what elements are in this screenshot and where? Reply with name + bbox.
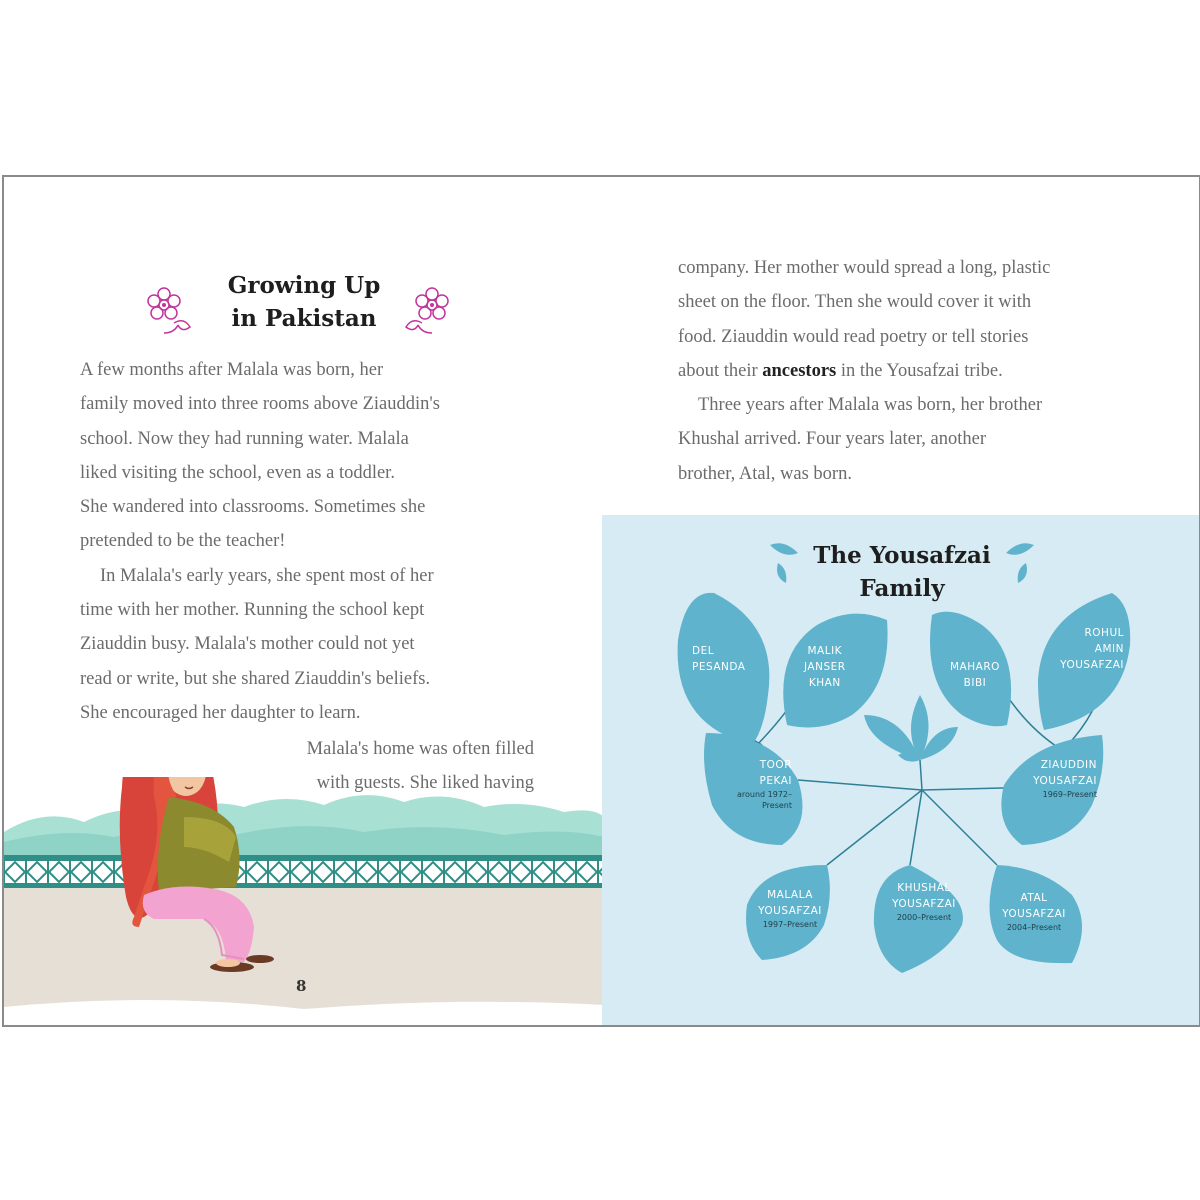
heading-line-1: Growing Up <box>227 272 381 299</box>
member-name: ATAL YOUSAFZAI <box>1002 892 1066 920</box>
text-line: brother, Atal, was born. <box>678 463 852 484</box>
text-line: She wandered into classrooms. Sometimes she <box>80 497 426 518</box>
member-toor-pekai <box>712 757 792 811</box>
member-name: MALIK JANSER KHAN <box>804 645 846 689</box>
member-name: KHUSHAL YOUSAFZAI <box>892 882 956 910</box>
text-line: liked visiting the school, even as a toddler. <box>80 462 395 483</box>
title-line-2: Family <box>859 575 945 602</box>
text-line: school. Now they had running water. Malala <box>80 428 409 449</box>
member-malik-janser-khan <box>804 643 846 691</box>
text-line: Malala's home was often filled <box>306 739 534 759</box>
branch-line <box>922 790 997 865</box>
fence-lattice <box>269 862 289 882</box>
member-name: MALALA YOUSAFZAI <box>758 889 822 917</box>
page-number: 8 <box>296 977 307 995</box>
fence-pattern <box>4 861 604 883</box>
fence-lattice <box>533 862 553 882</box>
fence-lattice <box>445 862 465 882</box>
fence-lattice <box>313 862 333 882</box>
member-years: 1969–Present <box>1042 790 1097 799</box>
fence-lattice <box>511 862 531 882</box>
family-tree-panel <box>602 515 1200 1025</box>
text-line: A few months after Malala was born, her <box>80 360 384 380</box>
member-rohul-amin-yousafzai <box>1044 625 1124 673</box>
text-line: family moved into three rooms above Ziauddin's <box>80 394 440 415</box>
left-column-text <box>80 353 530 730</box>
paragraph-siblings <box>678 388 1148 491</box>
member-years: 2004–Present <box>1006 923 1062 932</box>
fence-lattice <box>555 862 575 882</box>
paragraph-3 <box>244 732 534 801</box>
paragraph-continued <box>678 251 1148 388</box>
member-malala-yousafzai <box>750 887 830 930</box>
title-leaf-icon <box>1018 563 1027 583</box>
text-line: pretended to be the teacher! <box>80 531 286 552</box>
fence-lattice <box>423 862 443 882</box>
member-atal-yousafzai <box>994 890 1074 933</box>
fence-lattice <box>489 862 509 882</box>
member-name: TOOR PEKAI <box>759 759 792 787</box>
paragraph-2 <box>80 559 530 730</box>
fence-lattice <box>27 862 47 882</box>
fence-lattice <box>71 862 91 882</box>
text-line: read or write, but she shared Ziauddin's beliefs. <box>80 668 431 689</box>
text-line: She encouraged her daughter to learn. <box>80 702 361 723</box>
right-column-text <box>678 251 1148 491</box>
member-khushal-yousafzai <box>884 880 964 923</box>
left-flower-icon <box>140 283 200 339</box>
member-del-pesanda <box>692 643 745 675</box>
text-line: Khushal arrived. Four years later, another <box>678 429 986 450</box>
text-line: sheet on the floor. Then she would cover it with <box>678 292 1032 313</box>
right-flower-icon <box>396 283 456 339</box>
branch-line <box>910 790 922 865</box>
member-years: 2000–Present <box>896 913 952 922</box>
text-line: time with her mother. Running the school kept <box>80 600 425 621</box>
member-name: ROHUL AMIN YOUSAFZAI <box>1060 627 1124 671</box>
paragraph-1 <box>80 353 530 559</box>
fence-lattice <box>577 862 597 882</box>
page-heading <box>214 269 394 335</box>
member-years: 1997–Present <box>762 920 818 929</box>
fence-lattice <box>5 862 25 882</box>
vocabulary-word: ancestors <box>762 360 837 381</box>
text-line: In Malala's early years, she spent most of her <box>100 565 434 586</box>
fence-lattice <box>357 862 377 882</box>
text-line: Three years after Malala was born, her brother <box>698 395 1043 416</box>
text-segment: in the Yousafzai tribe. <box>836 360 1003 381</box>
text-line <box>678 361 1003 381</box>
member-name: ZIAUDDIN YOUSAFZAI <box>1033 759 1097 787</box>
fence-lattice <box>247 862 267 882</box>
text-line: with guests. She liked having <box>316 773 534 794</box>
fence-lattice <box>93 862 113 882</box>
member-maharo-bibi <box>950 659 1000 691</box>
fence-lattice <box>291 862 311 882</box>
text-segment: about their <box>678 360 763 381</box>
book-spread <box>2 175 1200 1027</box>
fence-lattice <box>401 862 421 882</box>
family-tree-title <box>792 539 1012 605</box>
text-line: company. Her mother would spread a long, plastic <box>678 258 1051 278</box>
fence-lattice <box>379 862 399 882</box>
branch-line <box>827 790 922 865</box>
title-leaf-icon <box>777 563 786 583</box>
member-ziauddin-yousafzai <box>1012 757 1097 800</box>
branch-line <box>920 760 922 790</box>
member-years: around 1972– Present <box>736 790 792 810</box>
heading-line-2: in Pakistan <box>231 305 377 332</box>
member-name: MAHARO BIBI <box>950 661 1000 689</box>
fence-lattice <box>335 862 355 882</box>
text-line: food. Ziauddin would read poetry or tell stories <box>678 326 1029 347</box>
text-line: Ziauddin busy. Malala's mother could not yet <box>80 634 415 655</box>
fence-lattice <box>467 862 487 882</box>
fence-lattice <box>49 862 69 882</box>
member-name: DEL PESANDA <box>692 645 746 673</box>
title-line-1: The Yousafzai <box>813 542 991 569</box>
